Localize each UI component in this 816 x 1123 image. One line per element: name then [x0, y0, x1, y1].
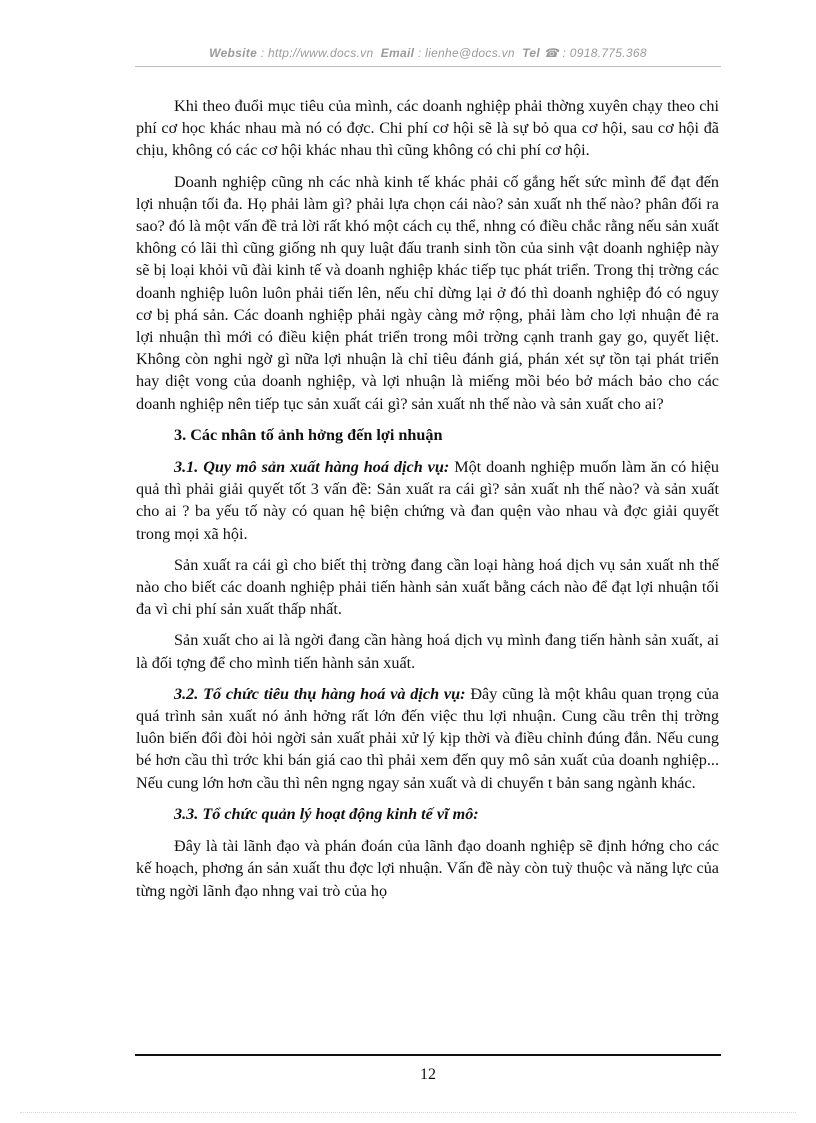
page-number: 12 [420, 1066, 436, 1083]
website-value: : http://www.docs.vn [260, 46, 374, 60]
subsection-title: 3.3. Tổ chức quản lý hoạt động kinh tế vĩ mô: [174, 804, 479, 823]
paragraph: Sản xuất cho ai là ngời đang cần hàng hoá dịch vụ mình đang tiến hành sản xuất, ai là đối tợng để cho mình tiến hành sản xuất. [136, 631, 719, 672]
header-divider [135, 66, 721, 67]
subsection-heading [136, 803, 719, 825]
email-value: : lienhe@docs.vn [417, 46, 515, 60]
paragraph: Khi theo đuổi mục tiêu của mình, các doanh nghiệp phải thờng xuyên chạy theo chi phí cơ học khác nhau mà nó có đợc. Chi phí cơ hội sẽ là sự bỏ qua cơ hội, sau cơ hội đã chịu, không có các cơ hội khác nhau thì cũng không có chi phí cơ hội. [136, 97, 719, 160]
tel-value: : 0918.775.368 [562, 46, 647, 60]
paragraph: Sản xuất ra cái gì cho biết thị trờng đang cần loại hàng hoá dịch vụ sản xuất nh thế nào cho biết các doanh nghiệp phải tiến hành sản xuất bằng cách nào để đạt lợi nhuận tối đa vì chi phí sản xuất thấp nhất. [136, 555, 719, 619]
page-bottom-border [20, 1112, 796, 1113]
email-label: Email [380, 46, 415, 60]
paragraph: Đây là tài lãnh đạo và phán đoán của lãnh đạo doanh nghiệp sẽ định hớng cho các kế hoạch, phơng án sản xuất thu đợc lợi nhuận. Vấn đề này còn tuỳ thuộc và năng lực của từng ngời lãnh đạo nhng vai trò của họ [136, 837, 719, 900]
subsection-3-2 [136, 683, 719, 794]
document-body [136, 95, 719, 911]
paragraph: Doanh nghiệp cũng nh các nhà kinh tế khác phải cố gắng hết sức mình để đạt đến lợi nhuận tối đa. Họ phải làm gì? phải lựa chọn cái nào? sản xuất nh thế nào? phân đối ra sao? đó là một vấn đề trả lời rất khó một cách cụ thể, nhng có điều chắc rằng nếu sản xuất không có lãi thì cũng giống nh quy luật đấu tranh sinh tồn của sinh vật doanh nghiệp này sẽ bị loại khỏi vũ đài kinh tế và doanh nghiệp khác tiếp tục phát triển. Trong thị trờng các doanh nghiệp luôn luôn phải tiến lên, nếu chỉ dừng lại ở đó thì doanh nghiệp đó có nguy cơ bị phá sản. Các doanh nghiệp phải ngày càng mở rộng, phải làm cho lợi nhuận đẻ ra lợi nhuận thì mới có điều kiện phát triển trong môi trờng cạnh tranh gay go, quyết liệt. Không còn nghi ngờ gì nữa lợi nhuận là chỉ tiêu đánh giá, phán xét sự tồn tại phát triển hay diệt vong của doanh nghiệp, và lợi nhuận là miếng mồi béo bở mách bảo cho các doanh nghiệp nên tiếp tục sản xuất cái gì? sản xuất nh thế nào và sản xuất cho ai? [136, 172, 719, 413]
tel-label: Tel [522, 46, 540, 60]
footer-divider [135, 1054, 721, 1056]
subsection-text: Đây cũng là một khâu quan trọng của quá trình sản xuất nó ảnh hởng rất lớn đến việc thu lợi nhuận. Cung cầu trên thị trờng luôn biến đổi đòi hỏi ngời sản xuất phải xử lý kịp thời và điều chỉnh đúng đắn. Nếu cung bé hơn cầu thì trớc khi bán giá cao thì phải xem đến quy mô sản xuất của doanh nghiệp... Nếu cung lớn hơn cầu thì nên ngng ngay sản xuất và di chuyển t bản sang ngành khác. [136, 684, 719, 792]
subsection-title: 3.1. Quy mô sản xuất hàng hoá dịch vụ: [174, 458, 450, 477]
subsection-title: 3.2. Tổ chức tiêu thụ hàng hoá và dịch vụ: [174, 684, 466, 703]
subsection-3-1 [136, 456, 719, 545]
section-heading: 3. Các nhân tố ảnh hởng đến lợi nhuận [174, 425, 443, 444]
website-label: Website [209, 46, 258, 60]
subsection-text: Một doanh nghiệp muốn làm ăn có hiệu quả thì phải giải quyết tốt 3 vấn đề: Sản xuất ra cái gì? sản xuất nh thế nào? và sản xuất cho ai ? ba yếu tố này có quan hệ biện chứng và đan quện vào nhau và đợc giải quyết trong mọi xã hội. [136, 458, 719, 543]
phone-icon: ☎ [543, 46, 559, 60]
page-header [135, 46, 721, 60]
